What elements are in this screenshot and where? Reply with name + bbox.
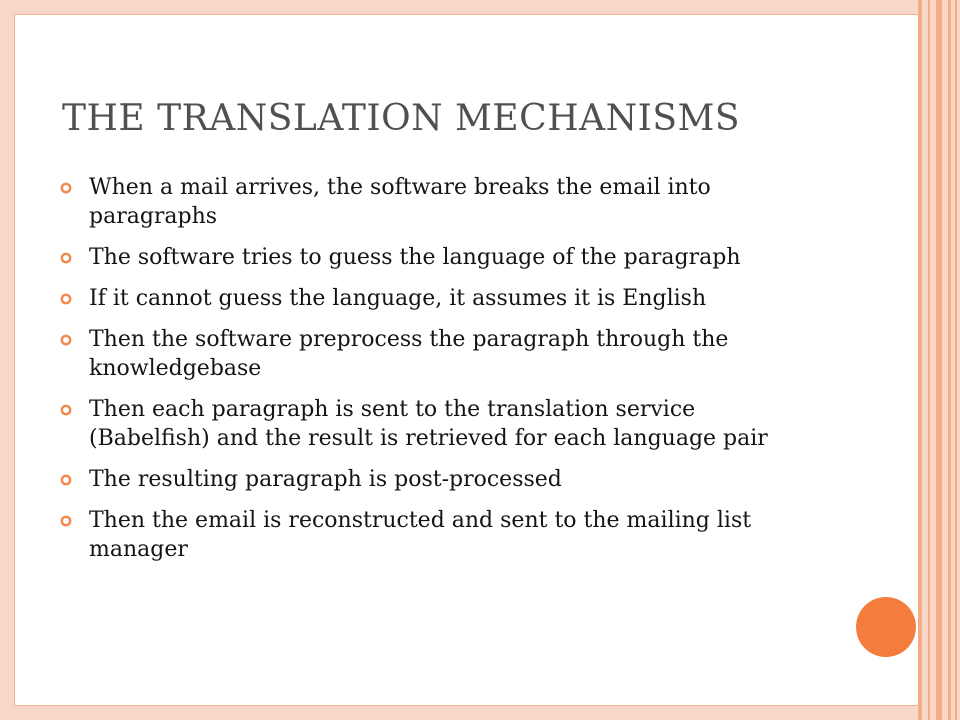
right-stripe: [948, 0, 951, 720]
bullet-item: [60, 173, 820, 231]
bullet-text: When a mail arrives, the software breaks the email into paragraphs: [89, 175, 711, 229]
right-stripe: [928, 0, 930, 720]
bullet-list: [60, 173, 820, 576]
frame-left-border: [0, 0, 14, 720]
bullet-item: [60, 325, 820, 383]
open-circle-icon: [60, 515, 72, 527]
slide-title: THE TRANSLATION MECHANISMS: [62, 98, 741, 139]
bullet-text: Then each paragraph is sent to the translation service (Babelfish) and the result is retrieved for each language pair: [89, 397, 768, 451]
bullet-item: [60, 465, 820, 494]
open-circle-icon: [60, 474, 72, 486]
bullet-item: [60, 506, 820, 564]
bullet-text: Then the email is reconstructed and sent to the mailing list manager: [89, 508, 752, 562]
right-stripe: [918, 0, 922, 720]
orange-dot-icon: [856, 597, 916, 657]
bullet-item: [60, 395, 820, 453]
bullet-item: [60, 243, 820, 272]
bullet-item: [60, 284, 820, 313]
frame-top-border: [0, 0, 920, 14]
bullet-text: The resulting paragraph is post-processed: [89, 467, 562, 492]
right-stripe: [955, 0, 957, 720]
bullet-text: The software tries to guess the language of the paragraph: [89, 245, 741, 270]
open-circle-icon: [60, 293, 72, 305]
open-circle-icon: [60, 334, 72, 346]
frame-bottom-border: [0, 706, 920, 720]
open-circle-icon: [60, 182, 72, 194]
right-stripe: [936, 0, 942, 720]
bullet-text: If it cannot guess the language, it assumes it is English: [89, 286, 707, 311]
bullet-text: Then the software preprocess the paragraph through the knowledgebase: [89, 327, 729, 381]
open-circle-icon: [60, 404, 72, 416]
open-circle-icon: [60, 252, 72, 264]
